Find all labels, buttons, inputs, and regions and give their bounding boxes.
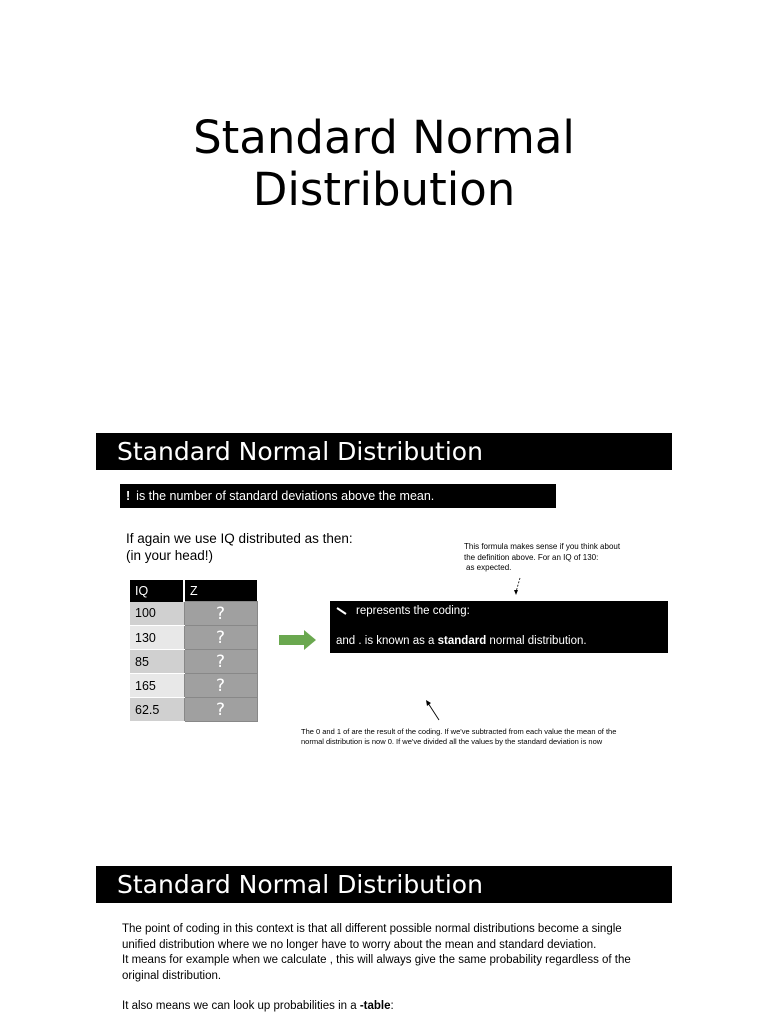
intro-line2: (in your head!) bbox=[126, 548, 214, 563]
definition-text: is the number of standard deviations above the mean. bbox=[136, 489, 435, 503]
coding-line2-pre: and . is known as a bbox=[336, 635, 438, 647]
table-row bbox=[130, 602, 257, 626]
definition-symbol: ! bbox=[126, 489, 131, 503]
coding-line2 bbox=[336, 635, 587, 647]
coding-line2-bold: standard bbox=[437, 635, 487, 647]
coding-box bbox=[330, 601, 668, 653]
table-row bbox=[130, 650, 257, 674]
z-cell: ? bbox=[184, 674, 257, 698]
pen-icon bbox=[336, 607, 348, 615]
coding-line1 bbox=[336, 605, 470, 617]
iq-cell: 100 bbox=[130, 602, 184, 626]
body-paragraph-3-pre: It also means we can look up probabilities in a bbox=[122, 999, 360, 1012]
iq-cell: 85 bbox=[130, 650, 184, 674]
intro-text bbox=[126, 530, 353, 564]
body-paragraph-2: It means for example when we calculate , this will always give the same probability regardless of the original distribution. bbox=[122, 954, 631, 983]
bottom-note: The 0 and 1 of are the result of the coding. If we've subtracted from each value the mean of the normal distribution is now 0. If we've divided all the values by the standard deviation is now bbox=[301, 727, 617, 746]
section-title-bar: Standard Normal Distribution bbox=[96, 433, 672, 470]
iq-z-table bbox=[130, 580, 258, 722]
side-note-line3: as expected. bbox=[466, 563, 512, 572]
table-header-z: Z bbox=[184, 580, 257, 602]
slide-title-line1: Standard Normal bbox=[193, 111, 575, 164]
table-row bbox=[130, 674, 257, 698]
slide-title bbox=[0, 112, 768, 216]
table-header-row bbox=[130, 580, 257, 602]
section-title-bar: Standard Normal Distribution bbox=[96, 866, 672, 903]
body-paragraph-3-post: : bbox=[390, 999, 394, 1012]
table-row bbox=[130, 626, 257, 650]
body-text bbox=[122, 922, 652, 1015]
table-row bbox=[130, 698, 257, 722]
body-paragraph-3-bold: -table bbox=[359, 999, 391, 1012]
coding-line2-post: normal distribution. bbox=[486, 635, 587, 647]
body-paragraph-1: The point of coding in this context is that all different possible normal distributions become a single unified distribution where we no longer have to worry about the mean and standard deviation. bbox=[122, 923, 622, 951]
body-paragraph-3 bbox=[122, 999, 652, 1015]
arrow-right-icon bbox=[278, 629, 318, 651]
side-note-line1: This formula makes sense if you think about bbox=[464, 542, 621, 551]
slide-title-line2: Distribution bbox=[252, 163, 516, 216]
definition-box bbox=[120, 484, 556, 508]
side-note-line2: the definition above. For an IQ of 130: bbox=[464, 552, 599, 562]
side-note bbox=[464, 542, 634, 574]
z-cell: ? bbox=[184, 650, 257, 674]
coding-line1-text: represents the coding: bbox=[356, 605, 470, 617]
z-cell: ? bbox=[184, 602, 257, 626]
arrow-down-icon bbox=[510, 577, 524, 597]
table-header-iq: IQ bbox=[130, 580, 184, 602]
intro-line1: If again we use IQ distributed as then: bbox=[126, 531, 353, 546]
iq-cell: 62.5 bbox=[130, 698, 184, 722]
iq-cell: 165 bbox=[130, 674, 184, 698]
z-cell: ? bbox=[184, 626, 257, 650]
z-cell: ? bbox=[184, 698, 257, 722]
iq-cell: 130 bbox=[130, 626, 184, 650]
arrow-up-icon bbox=[424, 698, 442, 722]
